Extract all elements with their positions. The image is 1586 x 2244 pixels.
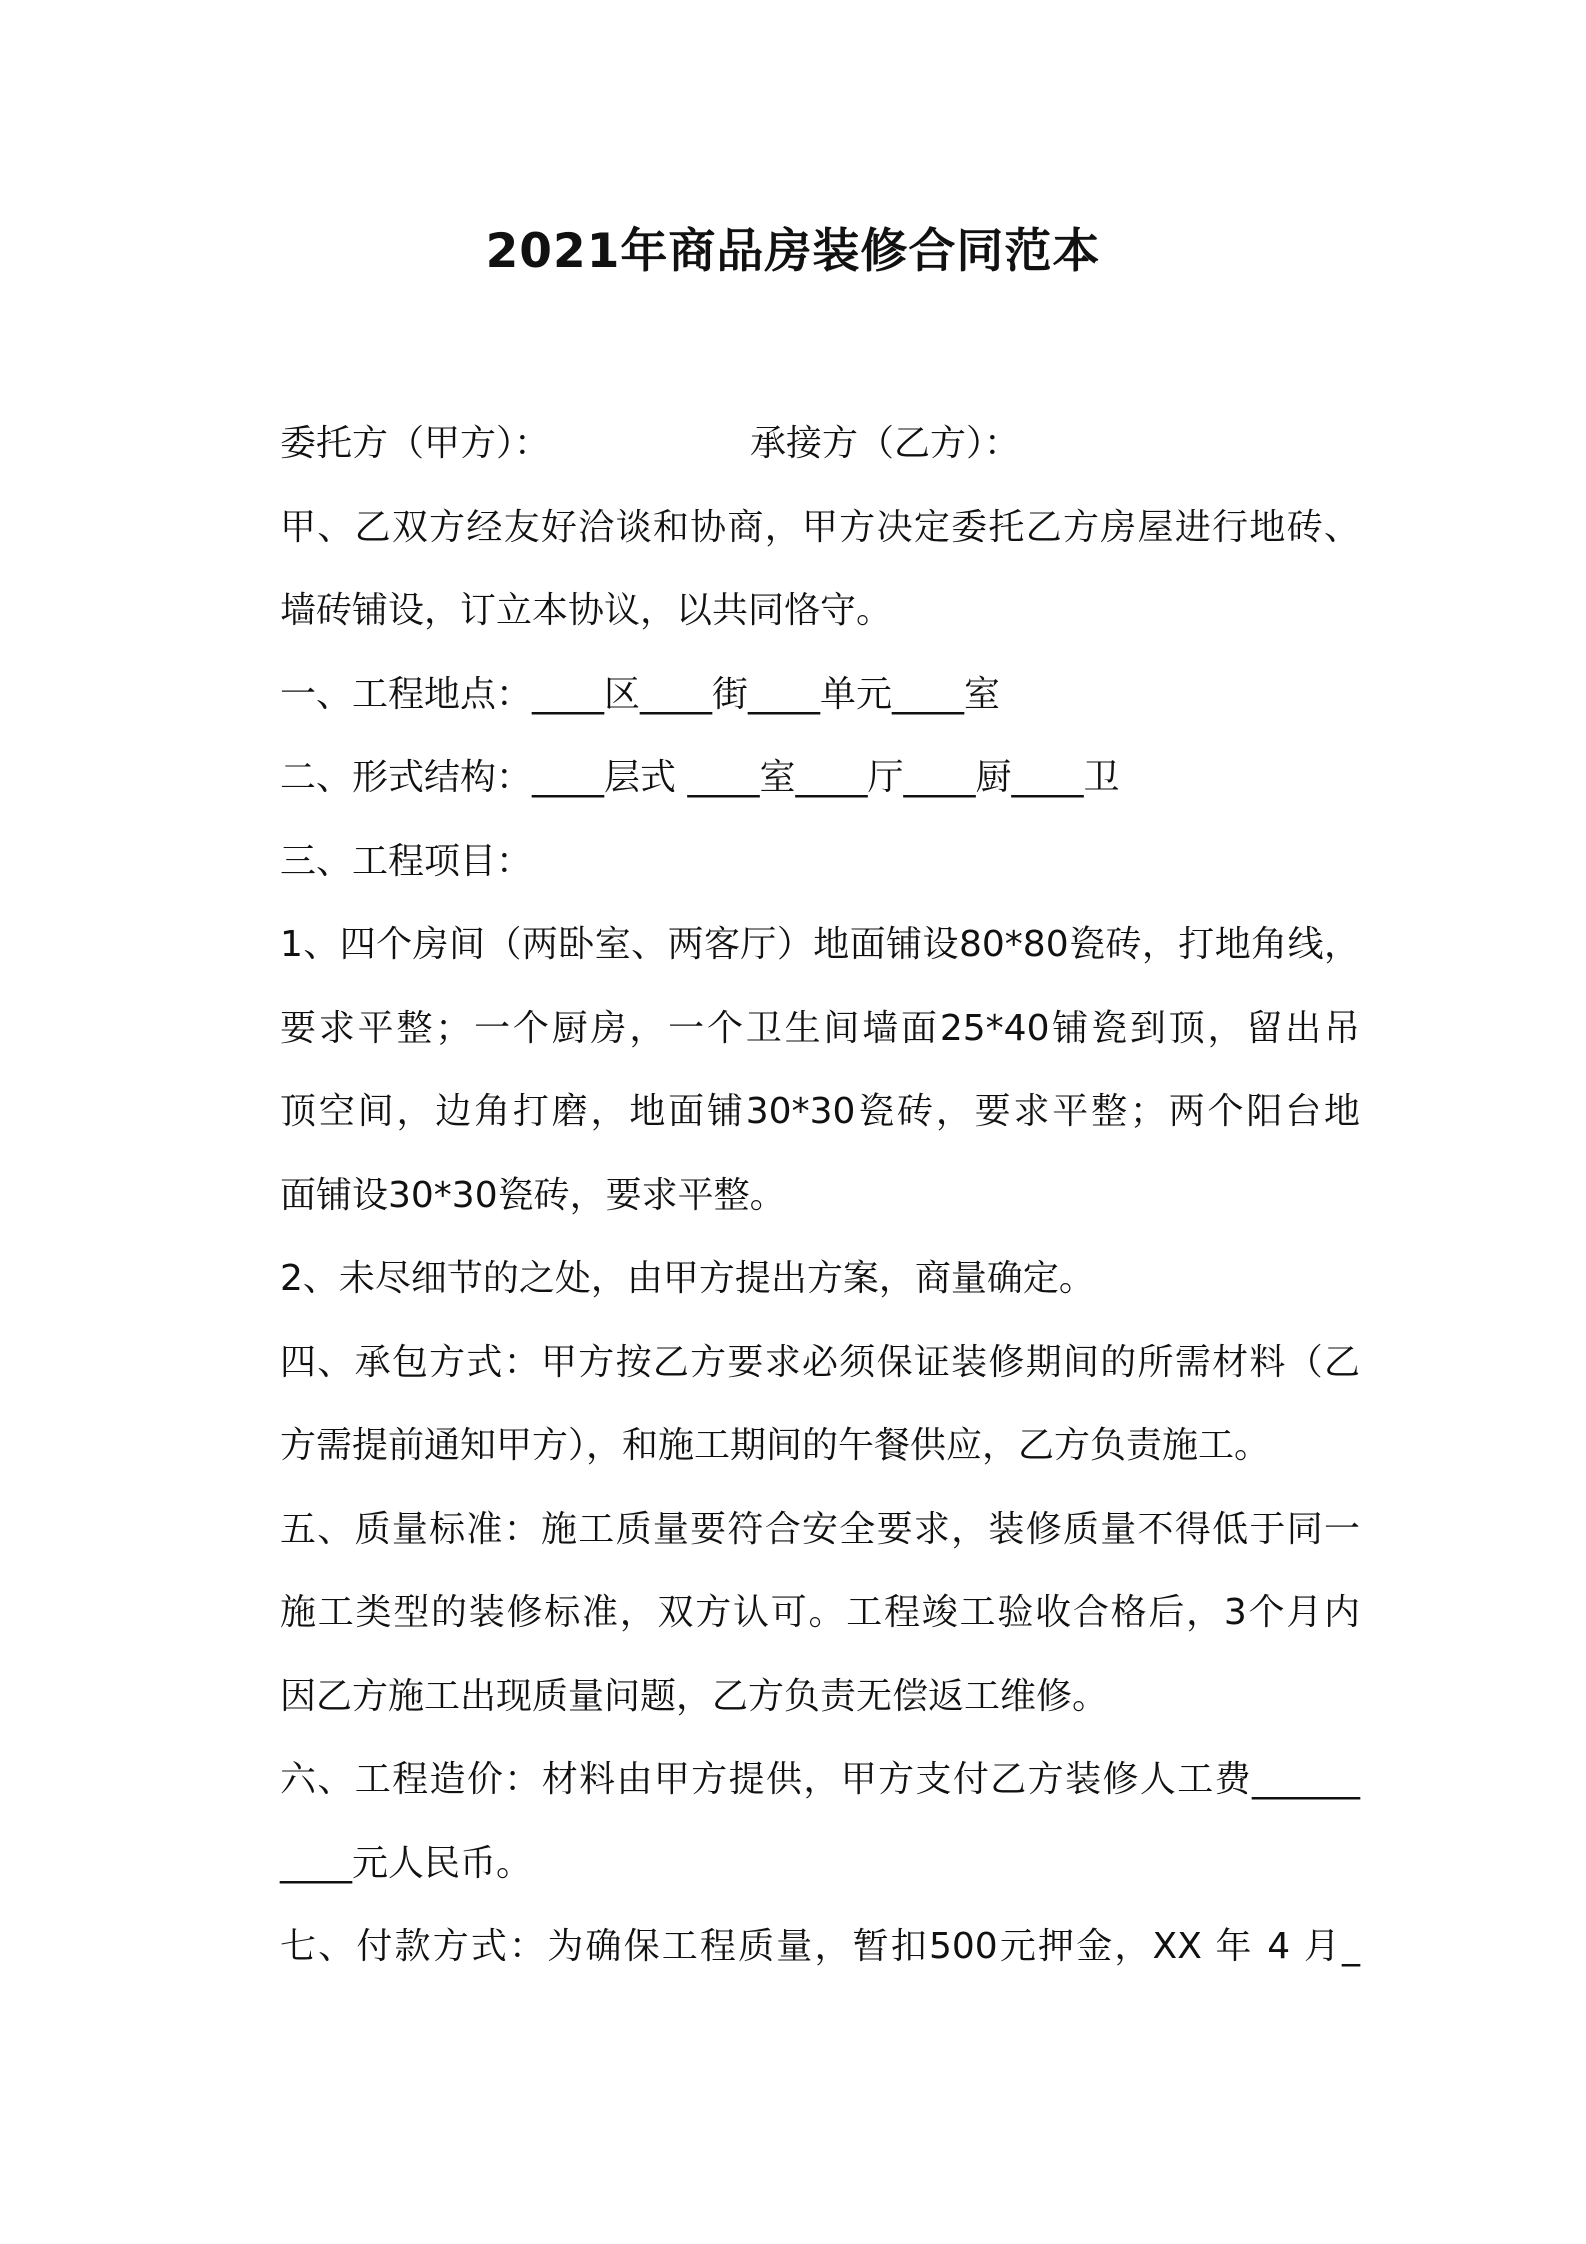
item-1-line-2: 要求平整；一个厨房，一个卫生间墙面25*40铺瓷到顶，留出吊 xyxy=(280,1007,1360,1049)
item-2-line: 2、未尽细节的之处，由甲方提出方案，商量确定。 xyxy=(280,1258,1095,1299)
clause-cost-line-1: 六、工程造价：材料由甲方提供，甲方支付乙方装修人工费______ xyxy=(280,1759,1360,1800)
clause-quality-line-1: 五、质量标准：施工质量要符合安全要求，装修质量不得低于同一 xyxy=(280,1508,1360,1550)
document-body xyxy=(280,402,1360,1989)
parties-line xyxy=(280,402,1360,486)
item-1-line-4: 面铺设30*30瓷砖，要求平整。 xyxy=(280,1174,786,1216)
clause-cost-line-2: ____元人民币。 xyxy=(280,1842,533,1884)
clause-quality-line-3: 因乙方施工出现质量问题，乙方负责无偿返工维修。 xyxy=(280,1675,1109,1717)
clause-structure: 二、形式结构：____层式 ____室____厅____厨____卫 xyxy=(280,757,1120,798)
client-party-label: 委托方（甲方）： xyxy=(280,423,551,464)
clause-contracting-line-2: 方需提前通知甲方），和施工期间的午餐供应，乙方负责施工。 xyxy=(280,1425,1271,1466)
clause-location: 一、工程地点：____区____街____单元____室 xyxy=(280,673,1001,715)
contractor-party-label: 承接方（乙方）： xyxy=(750,423,1021,464)
item-1-line-3: 顶空间，边角打磨，地面铺30*30瓷砖，要求平整；两个阳台地 xyxy=(280,1091,1360,1132)
clause-quality-line-2: 施工类型的装修标准，双方认可。工程竣工验收合格后，3个月内 xyxy=(280,1592,1360,1633)
clause-items-heading: 三、工程项目： xyxy=(280,840,533,882)
clause-contracting-line-1: 四、承包方式：甲方按乙方要求必须保证装修期间的所需材料（乙 xyxy=(280,1341,1360,1383)
intro-line-2: 墙砖铺设，订立本协议，以共同恪守。 xyxy=(280,590,893,631)
document-title: 2021年商品房装修合同范本 xyxy=(485,224,1101,279)
intro-line-1: 甲、乙双方经友好洽谈和协商，甲方决定委托乙方房屋进行地砖、 xyxy=(280,506,1360,548)
clause-payment-line-1: 七、付款方式：为确保工程质量，暂扣500元押金，XX 年 4 月_ xyxy=(280,1926,1360,1967)
item-1-line-1: 1、四个房间（两卧室、两客厅）地面铺设80*80瓷砖，打地角线， xyxy=(280,924,1360,965)
